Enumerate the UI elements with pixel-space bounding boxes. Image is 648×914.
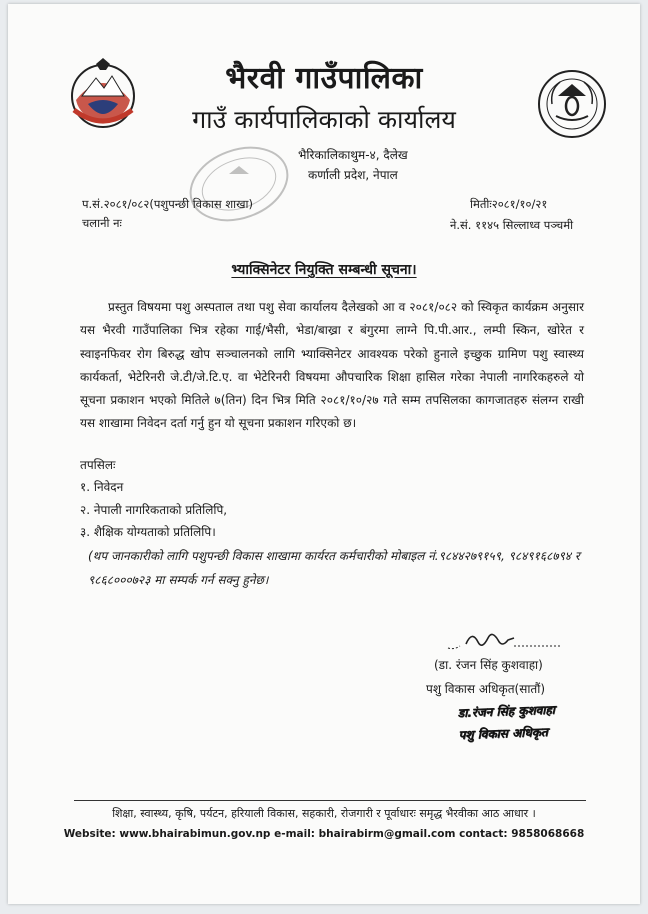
contact-note: (थप जानकारीको लागि पशुपन्छी विकास शाखामा कार्यरत कर्मचारीको मोबाइल नं.९८४४२७९१५९, ९८४९१६८७९४ र ९८६८०००७२३ मा सम्पर्क गर्न सक्नु हुनेछ।	[88, 549, 580, 587]
signature-stamp	[457, 698, 574, 746]
reference-number: प.सं.२०८१/०८२(पशुपन्छी विकास शाखा)	[82, 197, 253, 211]
list-item: ३. शैक्षिक योग्यताको प्रतिलिपि।	[80, 525, 216, 539]
nepal-sambat-date: ने.सं. ११४५ सिल्लाध्व पञ्चमी	[450, 218, 574, 232]
footer-contact: Website: www.bhairabimun.gov.np e-mail: bhairabirm@gmail.com contact: 9858068668	[63, 828, 585, 840]
signatory-title: पशु विकास अधिकृत(सातौं)	[426, 682, 546, 696]
notice-subject	[8, 260, 640, 279]
signatory-name: (डा. रंजन सिंह कुशवाहा)	[434, 658, 543, 672]
municipality-title: भैरवी गाउँपालिका	[225, 61, 423, 96]
stamp-line-2: पशु विकास अधिकृत	[458, 724, 548, 743]
footer-motto: शिक्षा, स्वास्थ्य, कृषि, पर्यटन, हरियाली विकास, सहकारी, रोजगारी र पूर्वाधारः समृद्ध भैरवीका आठ आधार ।	[112, 807, 536, 820]
list-item: १. निवेदन	[80, 480, 124, 494]
address-line-1: भैरिकालिकाथुम-४, दैलेख	[298, 148, 408, 162]
tapasil-heading: तपसिलः	[80, 458, 116, 472]
office-stamp-icon	[184, 144, 294, 224]
stamp-line-1: डा.रंजन सिंह कुशवाहा	[457, 702, 555, 721]
issue-date: मितीः२०८१/१०/२१	[470, 197, 548, 211]
list-item: २. नेपाली नागरिकताको प्रतिलिपि,	[80, 503, 228, 517]
signature-icon	[444, 626, 564, 654]
footer-divider	[74, 800, 586, 801]
notice-document	[8, 4, 640, 904]
address-line-2: कर्णाली प्रदेश, नेपाल	[308, 168, 398, 182]
dispatch-number: चलानी नः	[82, 216, 122, 230]
office-subtitle: गाउँ कार्यपालिकाको कार्यालय	[192, 105, 456, 134]
notice-subject-text: भ्याक्सिनेटर नियुक्ति सम्बन्धी सूचना।	[231, 262, 417, 278]
notice-body: प्रस्तुत विषयमा पशु अस्पताल तथा पशु सेवा कार्यालय दैलेखको आ व २०८१/०८२ को स्विकृत कार्यक्रम अनुसार यस भैरवी गाउँपालिका भित्र रहेका गाई/भैसी, भेडा/बाख्रा र बंगुरमा लाग्ने पि.पी.आर., लम्पी स्किन, खोरेत र स्वाइनफिवर रोग बिरुद्ध खोप सञ्चालनको लागि भ्याक्सिनेटर आवश्यक परेको हुनाले इच्छुक ग्रामिण पशु स्वास्थ्य कार्यकर्ता, भेटेरिनरी जे.टी/जे.टि.ए. वा भेटेरिनरी विषयमा औपचारिक शिक्षा हासिल गरेका नेपाली नागरिकहरुले यो सूचना प्रकाशन भएको मितिले ७(तिन) दिन भित्र मिति २०८१/१०/२७ गते सम्म तपसिलका कागजातहरु संलग्न राखी यस शाखामा निवेदन दर्ता गर्नु हुन यो सूचना प्रकाशन गरिएको छ।	[80, 300, 584, 431]
